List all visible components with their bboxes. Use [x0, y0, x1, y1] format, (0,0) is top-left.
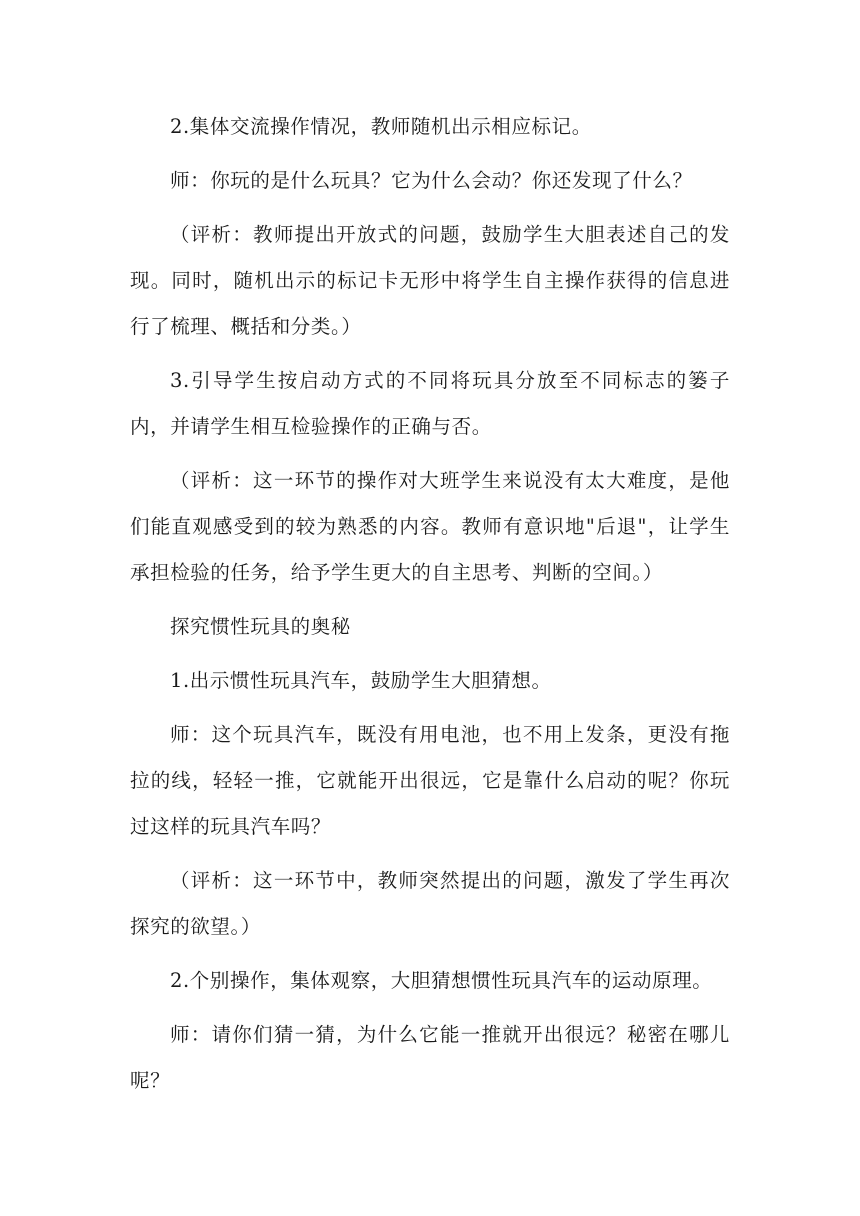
paragraph-step-3-sort: 3.引导学生按启动方式的不同将玩具分放至不同标志的篓子内，并请学生相互检验操作的正确与否。 — [130, 369, 730, 438]
paragraph-teacher-question-1: 师：你玩的是什么玩具？它为什么会动？你还发现了什么？ — [170, 169, 693, 192]
paragraph-comment-3: （评析：这一环节中，教师突然提出的问题，激发了学生再次探究的欲望。） — [130, 869, 730, 938]
paragraph-teacher-question-3: 师：请你们猜一猜，为什么它能一推就开出很远？秘密在哪儿呢？ — [130, 1023, 730, 1092]
paragraph-teacher-question-2: 师：这个玩具汽车，既没有用电池，也不用上发条，更没有拖拉的线，轻轻一推，它就能开出很远，它是靠什么启动的呢？你玩过这样的玩具汽车吗？ — [130, 723, 730, 838]
paragraph-step-2-exchange: 2.集体交流操作情况，教师随机出示相应标记。 — [170, 115, 592, 138]
paragraph-comment-2: （评析：这一环节的操作对大班学生来说没有太大难度，是他们能直观感受到的较为熟悉的内容。教师有意识地"后退"，让学生承担检验的任务，给予学生更大的自主思考、判断的空间。） — [130, 469, 730, 584]
paragraph-step-2-observe: 2.个别操作，集体观察，大胆猜想惯性玩具汽车的运动原理。 — [170, 969, 713, 992]
section-heading-inertia: 探究惯性玩具的奥秘 — [170, 615, 351, 638]
paragraph-comment-1: （评析：教师提出开放式的问题，鼓励学生大胆表述自己的发现。同时，随机出示的标记卡无形中将学生自主操作获得的信息进行了梳理、概括和分类。） — [130, 223, 730, 338]
paragraph-step-1-show-car: 1.出示惯性玩具汽车，鼓励学生大胆猜想。 — [170, 669, 552, 692]
document-body — [130, 104, 730, 1112]
